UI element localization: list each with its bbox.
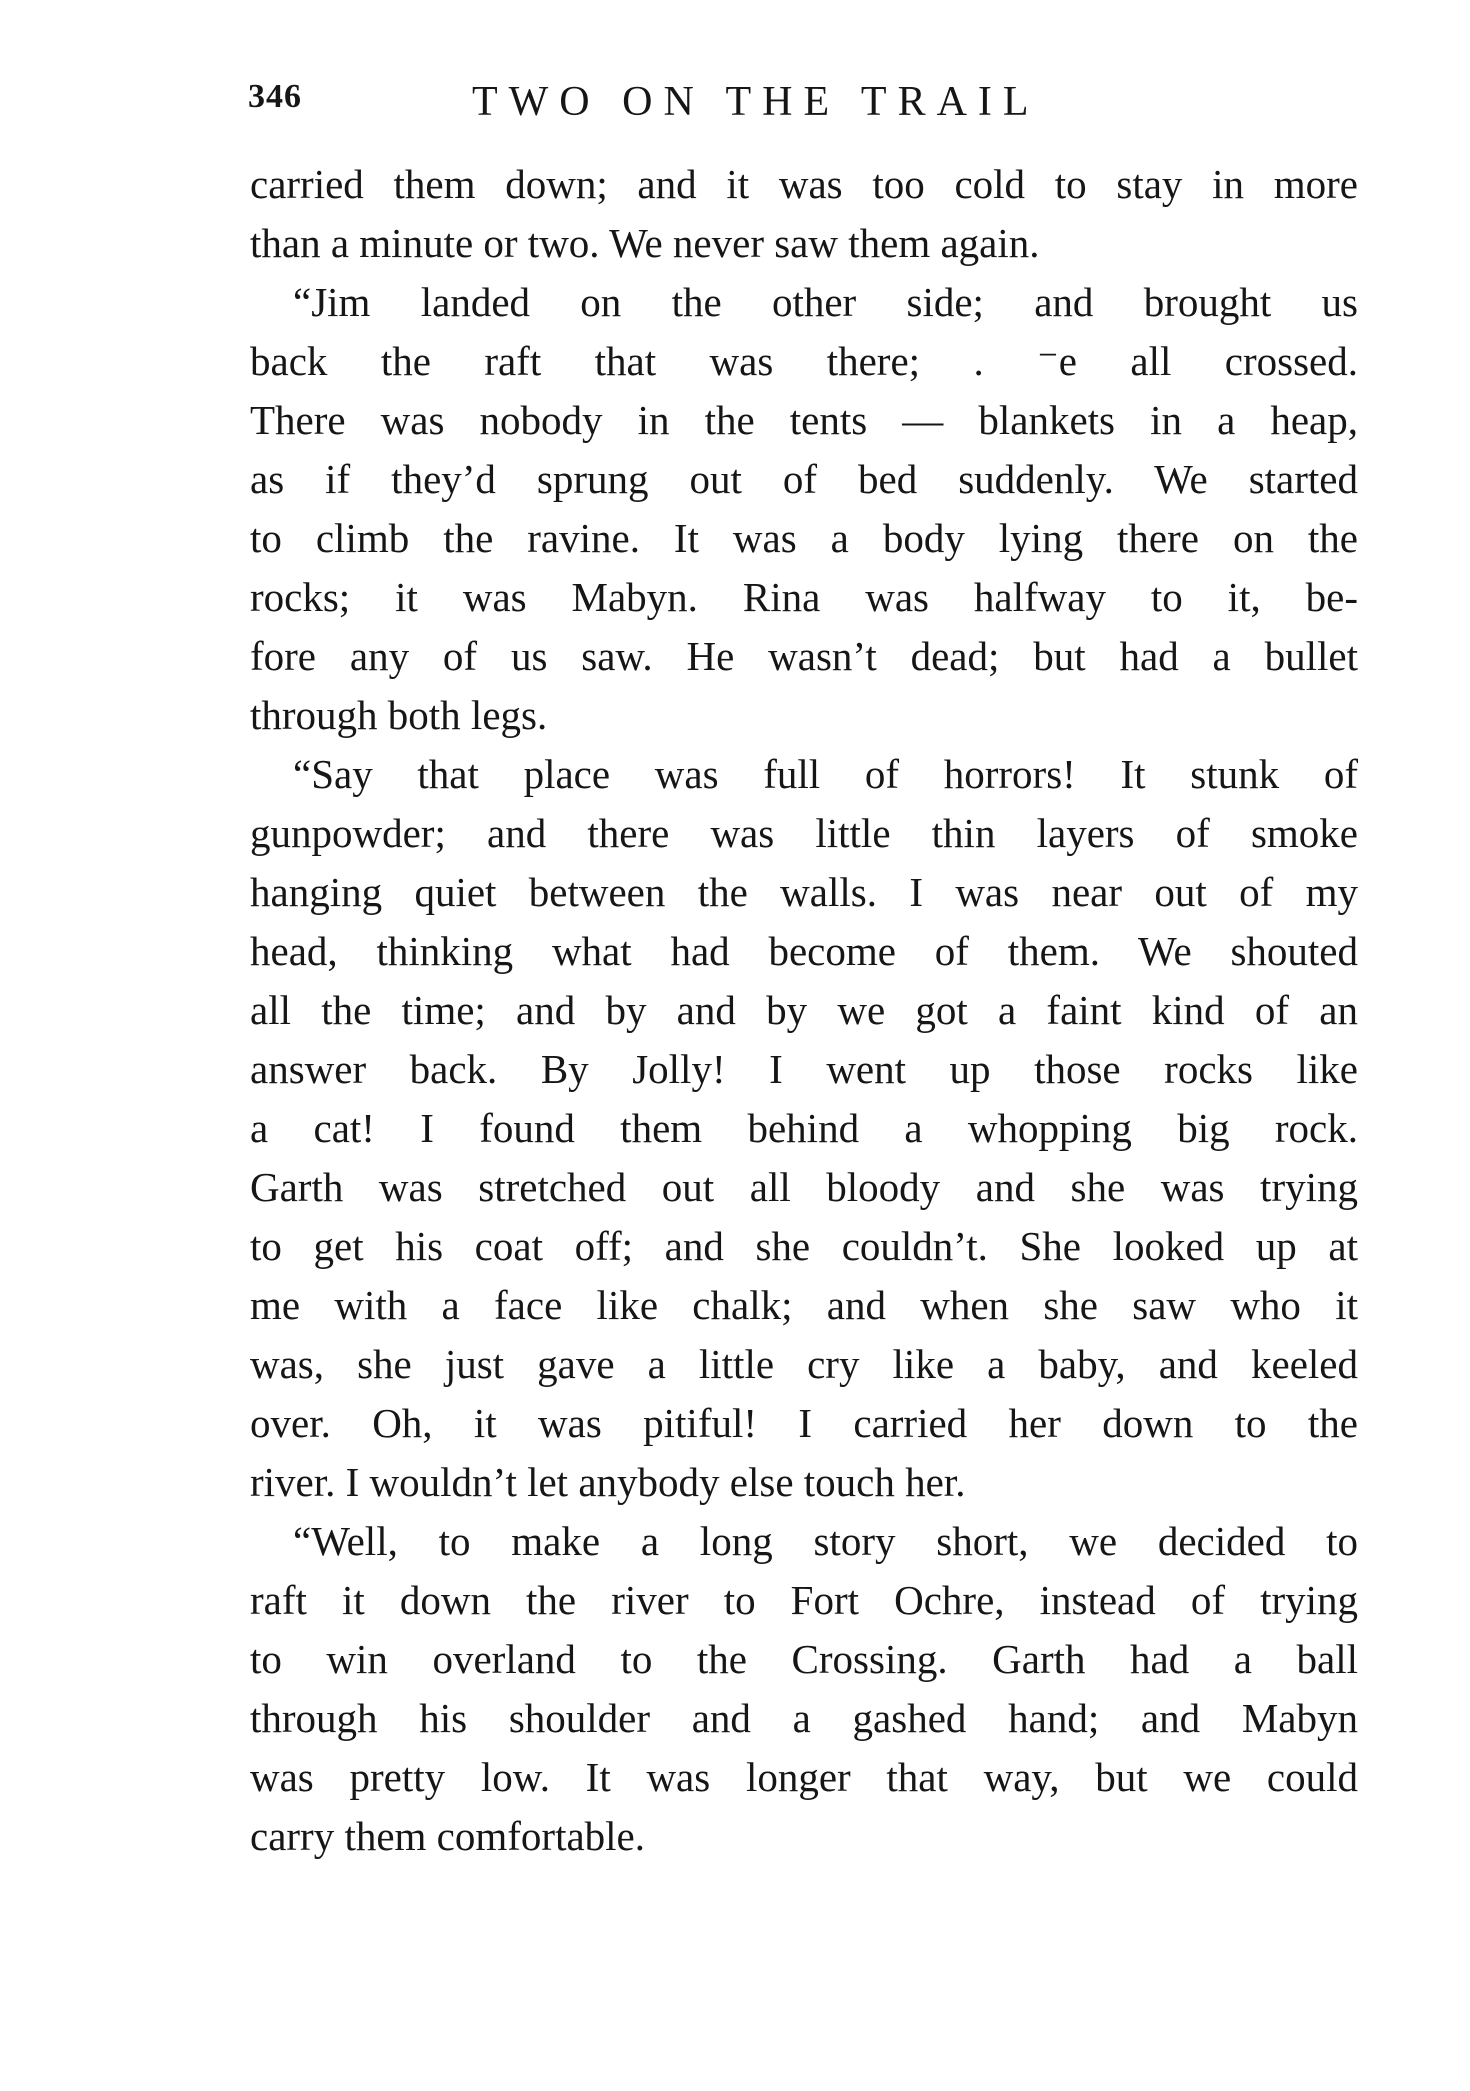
text-line: was pretty low. It was longer that way, but we could	[250, 1754, 1358, 1800]
text-line: fore any of us saw. He wasn’t dead; but had a bullet	[250, 633, 1358, 679]
text-line: to climb the ravine. It was a body lying there on the	[250, 515, 1358, 561]
running-title: TWO ON THE TRAIL	[472, 79, 1040, 125]
text-line: through both legs.	[250, 692, 548, 738]
text-line: There was nobody in the tents — blankets in a heap,	[250, 397, 1358, 443]
text-line: “Say that place was full of horrors! It stunk of	[293, 751, 1358, 797]
text-line: all the time; and by and by we got a faint kind of an	[250, 987, 1358, 1033]
text-line: raft it down the river to Fort Ochre, instead of trying	[250, 1577, 1358, 1623]
text-line: Garth was stretched out all bloody and she was trying	[250, 1164, 1358, 1210]
text-line: carried them down; and it was too cold to stay in more	[250, 161, 1358, 207]
text-line: over. Oh, it was pitiful! I carried her down to the	[250, 1400, 1358, 1446]
text-line: carry them comfortable.	[250, 1813, 646, 1859]
text-line: hanging quiet between the walls. I was near out of my	[250, 869, 1358, 915]
text-line: as if they’d sprung out of bed suddenly. We started	[250, 456, 1358, 502]
text-line: “Well, to make a long story short, we decided to	[293, 1518, 1358, 1564]
text-line: me with a face like chalk; and when she saw who it	[250, 1282, 1358, 1328]
text-line: to get his coat off; and she couldn’t. She looked up at	[250, 1223, 1358, 1269]
text-line: head, thinking what had become of them. We shouted	[250, 928, 1358, 974]
text-line: was, she just gave a little cry like a baby, and keeled	[250, 1341, 1358, 1387]
text-line: rocks; it was Mabyn. Rina was halfway to it, be-	[250, 574, 1358, 620]
text-line: gunpowder; and there was little thin layers of smoke	[250, 810, 1358, 856]
page-header	[248, 78, 1360, 138]
text-line: answer back. By Jolly! I went up those rocks like	[250, 1046, 1358, 1092]
text-line: to win overland to the Crossing. Garth had a ball	[250, 1636, 1358, 1682]
text-line: back the raft that was there; . ⁻e all crossed.	[250, 338, 1358, 384]
text-line: “Jim landed on the other side; and brought us	[293, 279, 1358, 325]
text-line: through his shoulder and a gashed hand; and Mabyn	[250, 1695, 1358, 1741]
page-number: 346	[248, 78, 302, 115]
text-line: than a minute or two. We never saw them again.	[250, 220, 1040, 266]
text-line: a cat! I found them behind a whopping big rock.	[250, 1105, 1358, 1151]
body-text	[250, 155, 1358, 1866]
text-line: river. I wouldn’t let anybody else touch her.	[250, 1459, 966, 1505]
